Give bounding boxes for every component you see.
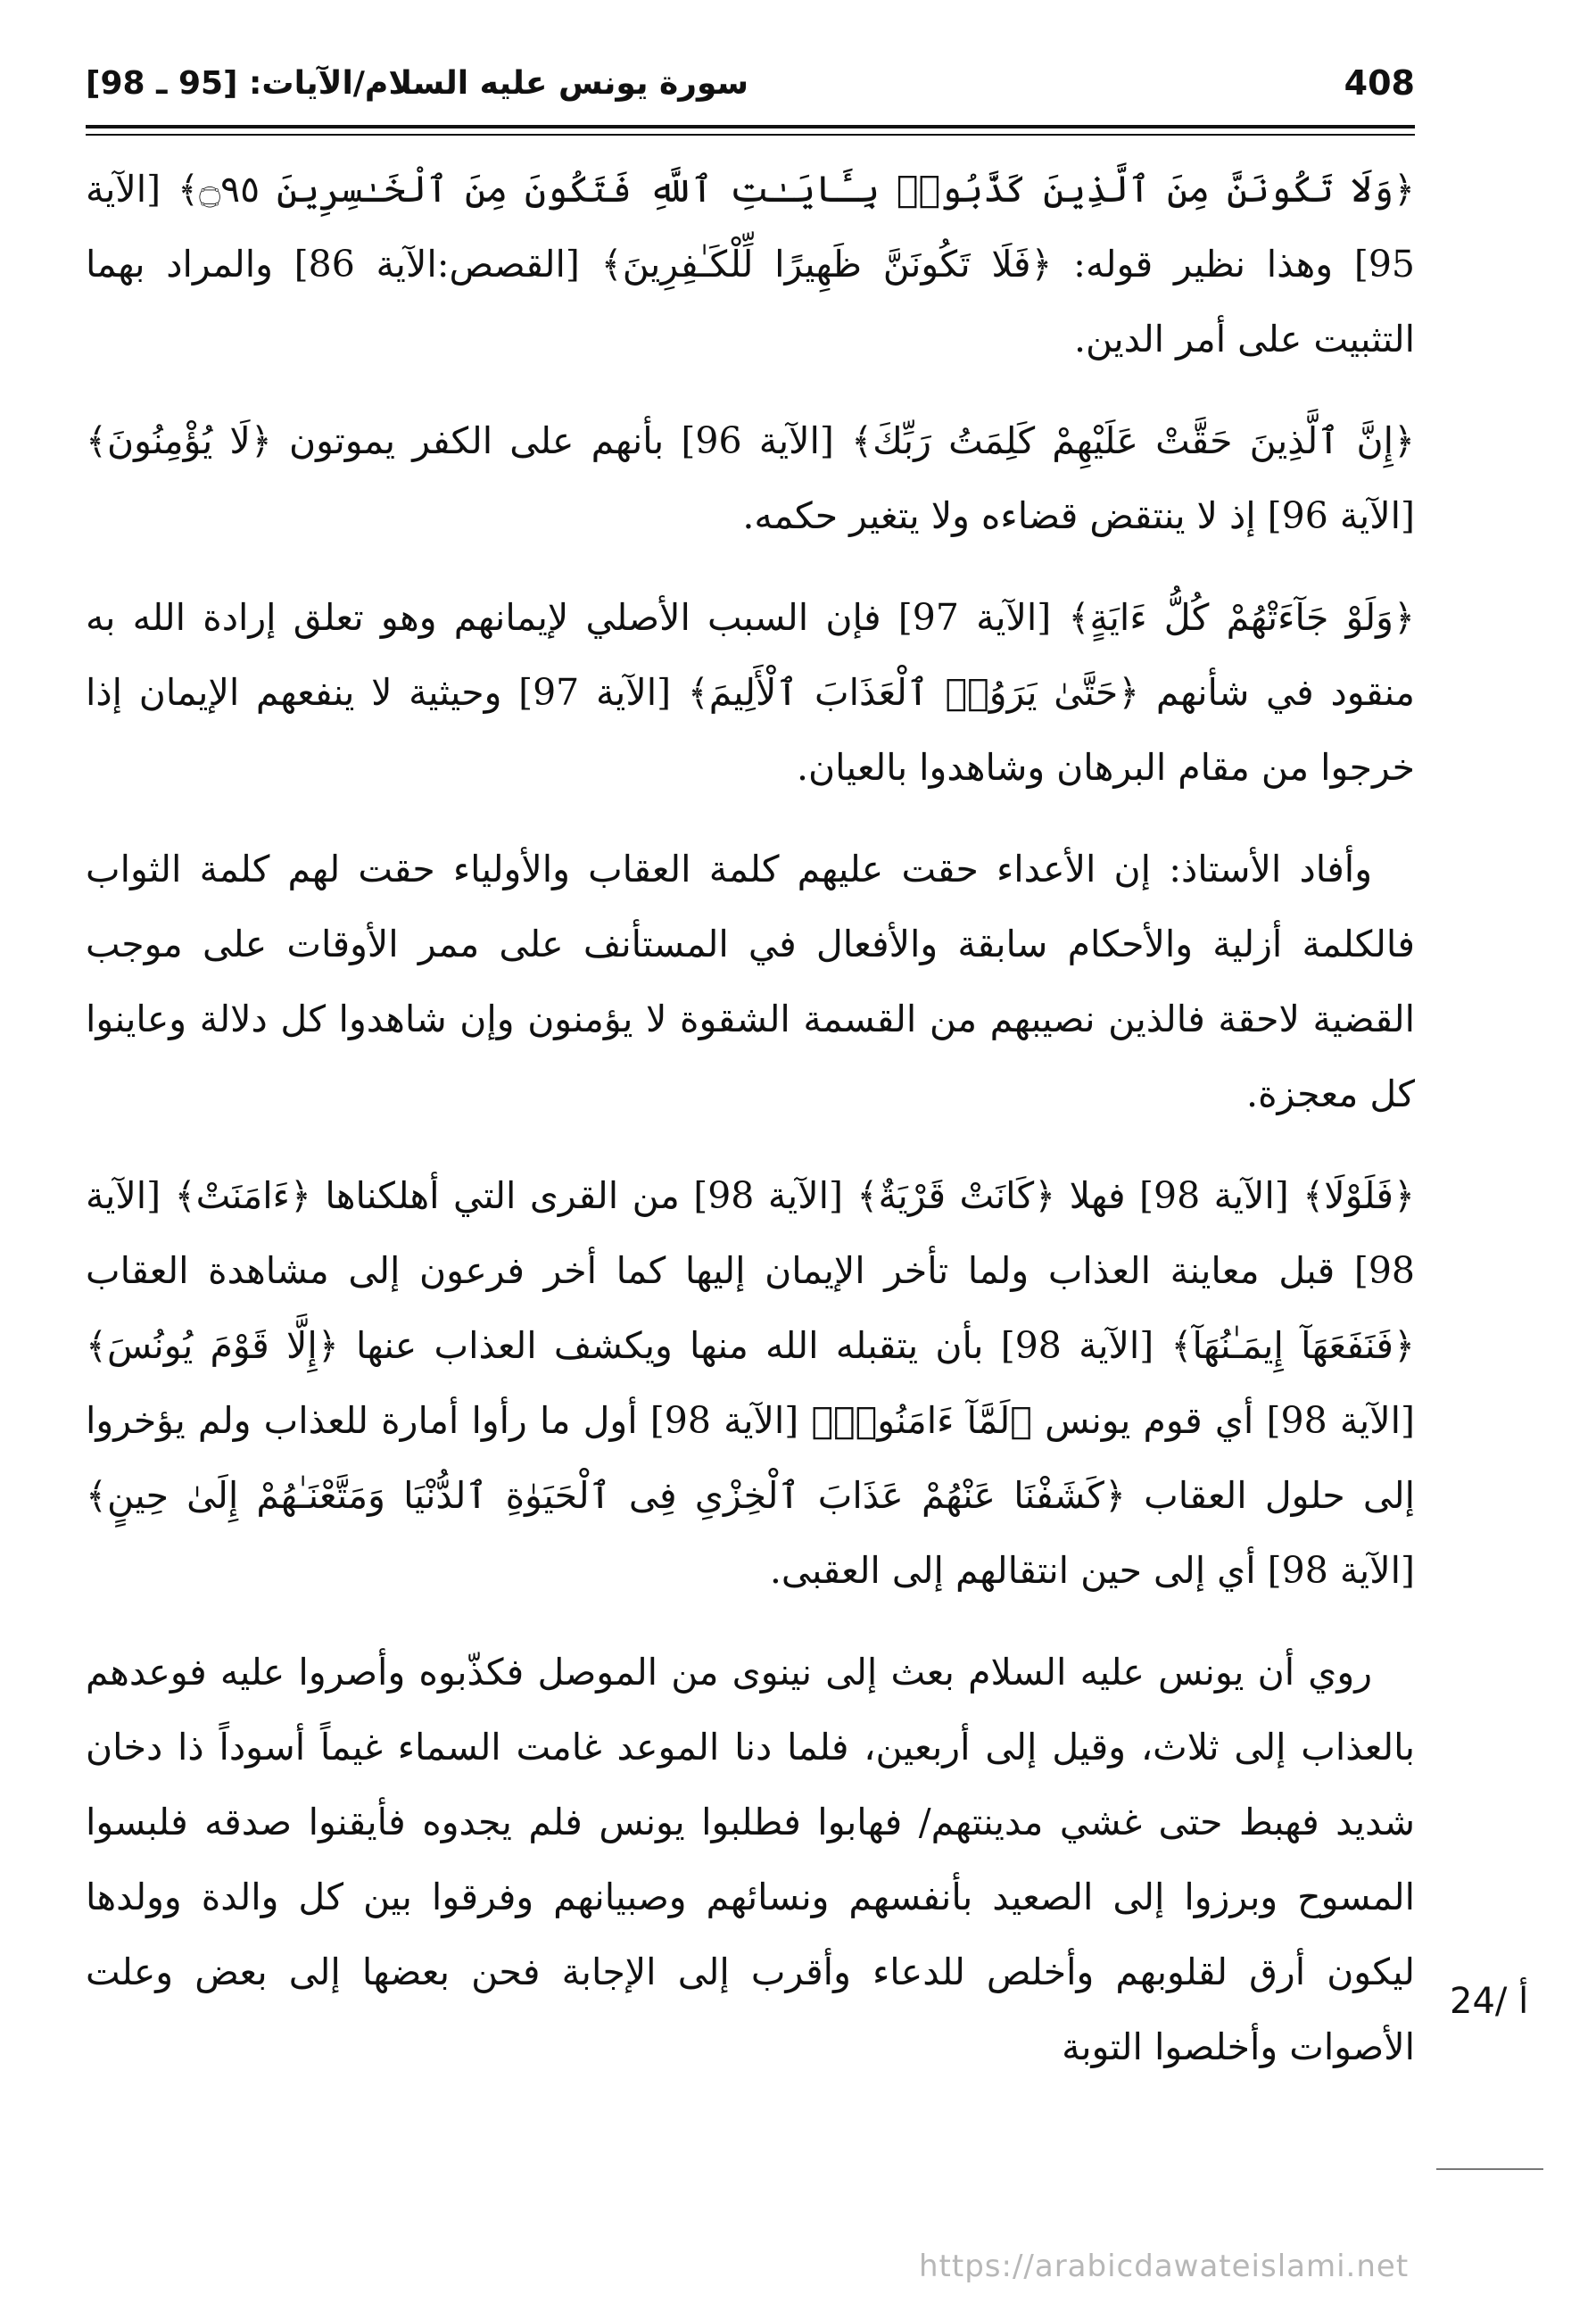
header-rule: [86, 125, 1415, 128]
paragraph-verse-95: ﴿وَلَا تَكُونَنَّ مِنَ ٱلَّذِينَ كَذَّبُوا۟ بِـَٔايَـٰتِ ٱللَّهِ فَتَكُونَ مِنَ ٱلْخَـٰسِرِينَ ۝٩٥﴾ [الآية 95] وهذا نظير قوله: ﴿فَلَا تَكُونَنَّ ظَهِيرًا لِّلْكَـٰفِرِينَ﴾ [القصص:الآية 86] والمراد بهما التثبيت على أمر الدين.: [86, 168, 1416, 360]
margin-rule: [1436, 2168, 1543, 2170]
paragraph-verse-98: ﴿فَلَوْلَا﴾ [الآية 98] فهلا ﴿كَانَتْ قَرْيَةٌ﴾ [الآية 98] من القرى التي أهلكناها ﴿ءَامَنَتْ﴾ [الآية 98] قبل معاينة العذاب ولما تأخر الإيمان إليها كما أخر فرعون إلى مشاهدة العقاب ﴿فَنَفَعَهَآ إِيمَـٰنُهَآ﴾ [الآية 98] بأن يتقبله الله منها ويكشف العذاب عنها ﴿إِلَّا قَوْمَ يُونُسَ﴾ [الآية 98] أي قوم يونس ﴿لَمَّآ ءَامَنُوا۟﴾ [الآية 98] أول ما رأوا أمارة للعذاب ولم يؤخروا إلى حلول العقاب ﴿كَشَفْنَا عَنْهُمْ عَذَابَ ٱلْخِزْىِ فِى ٱلْحَيَوٰةِ ٱلدُّنْيَا وَمَتَّعْنَـٰهُمْ إِلَىٰ حِينٍ﴾ [الآية 98] أي إلى حين انتقالهم إلى العقبى.: [86, 1174, 1416, 1592]
watermark-url: https://arabicdawateislami.net: [919, 2249, 1410, 2284]
page-body: [86, 152, 1415, 2111]
running-title: سورة يونس عليه السلام/الآيات: [95 ـ 98]: [86, 64, 749, 102]
manuscript-folio-note: 24/ أ: [1450, 1981, 1529, 2022]
paragraph-ustadh-commentary: وأفاد الأستاذ: إن الأعداء حقت عليهم كلمة العقاب والأولياء حقت لهم كلمة الثواب فالكلمة أزلية والأحكام سابقة والأفعال في المستأنف على ممر الأوقات على موجب القضية لاحقة فالذين نصيبهم من القسمة الشقوة لا يؤمنون وإن شاهدوا كل دلالة وعاينوا كل معجزة.: [86, 848, 1415, 1115]
page-number: 408: [1344, 63, 1415, 103]
page-header: [86, 52, 1415, 114]
paragraph-yunus-narration: روي أن يونس عليه السلام بعث إلى نينوى من الموصل فكذّبوه وأصروا عليه فوعدهم بالعذاب إلى ثلاث، وقيل إلى أربعين، فلما دنا الموعد غامت السماء غيماً أسوداً ذا دخان شديد فهبط حتى غشي مدينتهم/ فهابوا فطلبوا يونس فلم يجدوه فأيقنوا صدقه فلبسوا المسوح وبرزوا إلى الصعيد بأنفسهم ونسائهم وصبيانهم وفرقوا بين كل والدة وولدها ليكون أرق لقلوبهم وأخلص للدعاء وأقرب إلى الإجابة فحن بعضها إلى بعض وعلت الأصوات وأخلصوا التوبة: [86, 1651, 1415, 2068]
header-rule-thin: [86, 134, 1415, 136]
paragraph-verse-97: ﴿وَلَوْ جَآءَتْهُمْ كُلُّ ءَايَةٍ﴾ [الآية 97] فإن السبب الأصلي لإيمانهم وهو تعلق إرادة الله به منقود في شأنهم ﴿حَتَّىٰ يَرَوُا۟ ٱلْعَذَابَ ٱلْأَلِيمَ﴾ [الآية 97] وحيثية لا ينفعهم الإيمان إذا خرجوا من مقام البرهان وشاهدوا بالعيان.: [86, 596, 1415, 789]
paragraph-verse-96: ﴿إِنَّ ٱلَّذِينَ حَقَّتْ عَلَيْهِمْ كَلِمَتُ رَبِّكَ﴾ [الآية 96] بأنهم على الكفر يموتون ﴿لَا يُؤْمِنُونَ﴾ [الآية 96] إذ لا ينتقض قضاءه ولا يتغير حكمه.: [86, 419, 1415, 537]
